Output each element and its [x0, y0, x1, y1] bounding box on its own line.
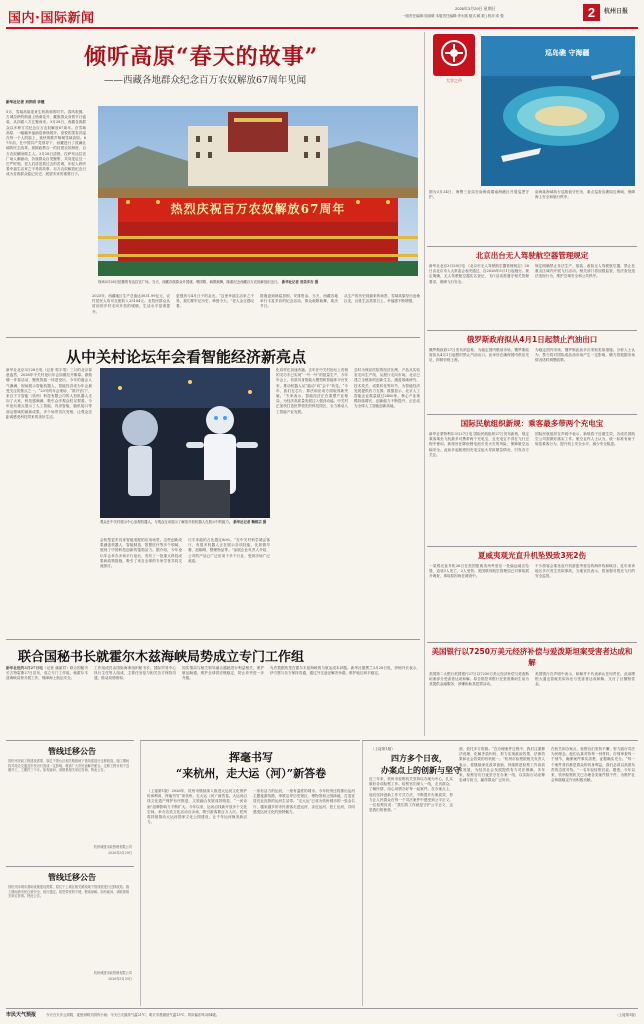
- sidebar-article-5-col1: 美国第二大银行美国银行27日以7250万美元经济补偿与爱泼斯坦案部分受害者达成和解。原告指控该银行在爱泼斯坦生前为其提供金融服务，涉嫌协助其犯罪活动。: [429, 672, 529, 687]
- page-number: 2: [583, 4, 600, 21]
- calligraphy-story: [140, 740, 360, 1006]
- sidebar-article-5-col2: 美国银行在声明中表示，和解并不代表承认任何责任。此前摩根大通也曾就类似诉讼与受害者达成和解，支付了巨额赔偿金。: [535, 672, 635, 687]
- sidebar-article-4-col2: 不少游客会乘坐直升机游览考爱岛的海岸线和峡谷，近年来该地区多次发生类似事故。当地官员表示，将加强对观光飞行的安全监管。: [535, 564, 635, 579]
- reef-illustration: [481, 36, 635, 186]
- footer-weather-note: 今天白天多云到阴，夜里到明天阴有小雨；今天白天最高气温21℃，明天早晨最低气温13℃；风向偏东风3到4级。: [46, 1013, 220, 1017]
- un-body-col2: 工作组成员由国际海事组织秘书长，国际贸易中心执行主任等人组成，主要任务是与相关各方保持沟通，推动局势缓和。: [94, 666, 176, 681]
- robot-exhibit-illustration: [100, 368, 270, 518]
- un-title: 联合国秘书长就霍尔木兹海峡局势成立专门工作组: [18, 650, 305, 665]
- fourfold-body-col1: 近三年来，杭州市检察机关坚持以办案为中心，扎实做好各项检察工作。检察官们深入一线，走访群众，了解民情，用心用情办好每一起案件。在办案点上，他们坚持创新工作方式方法，不断提升办案质效，努力让人民群众在每一个司法案件中感受到公平正义。一位检察官说：“我们的工作就是守护公平正义，这是我们的使命。”: [369, 777, 453, 813]
- lead-body-col2: 2025年，西藏地区生产总值达3031.99亿元，农村居民人均可支配收入25184元。农牧民群众从封闭的乡村走向开放的城镇，生活水平显著提升。: [92, 294, 170, 314]
- calligraphy-title-1: 挥毫书写: [229, 751, 273, 764]
- emblem-icon: [433, 34, 475, 76]
- ad-2-footer: 杭州城建市政管理有限公司: [93, 971, 132, 975]
- un-dateline: 新华社纽约3月27日电: [6, 666, 43, 670]
- sidebar-article-4-col1: 一架观光直升机26日在美国夏威夷州考爱岛一处偏远地区坠毁，造成3人死亡、2人受伤。美国联邦航空管理局已对事故展开调查，事故原因尚在调查中。: [429, 564, 529, 579]
- fourfold-story: [362, 740, 638, 1006]
- sidebar-rule-4: [427, 546, 637, 547]
- header-editors: 一版责任编辑:吴晓晴 本版责任编辑:李永刚 版式:顾 数 | 校对:邓 强: [402, 14, 504, 18]
- masthead: [0, 0, 644, 28]
- emblem-text: 大学之声: [446, 78, 462, 83]
- un-body-col1: 新华社纽约3月27日电（记者 潘丽君）联合国秘书长古特雷斯27日宣布，成立专门工作组，就霍尔木兹海峡局势开展工作，保障海上航运安全。: [6, 666, 88, 681]
- fourfold-label: （上接第1版）: [371, 747, 395, 751]
- lead-body-col3: 更强劲与4月日子的金光。“这里幸福生活来之不易，我们要牢记历史，珍惜今天。”老人金言感叹着。: [176, 294, 254, 309]
- lead-story: [6, 32, 420, 336]
- sidebar-article-2-col2: 为稳定国内市场，俄罗斯此前多次采取类似措施。分析人士认为，禁令将对国际成品油市场产生一定影响，俄方将根据市场情况适时调整政策。: [535, 348, 635, 363]
- sidebar-photo: [481, 36, 635, 186]
- forum-body-col5: 总时为保存医院的经济比例，产品从实验室走向生产线，从展厅走向市场。北京已建立全链条的创新生态，涵盖基础研究、技术攻关、成果转化等环节，为智能经济发展提供有力支撑。数据显示，北京人工智能企业数量超过2400家，核心产业规模持续增长，创新能力不断提升，正在成为全球人工智能创新高地。: [354, 368, 420, 409]
- lead-title: 倾听高原“春天的故事”: [84, 44, 319, 70]
- lead-caption-text: 现场3月28日拍摄的布达拉宫广场。当天，西藏各族群众升国旗、唱国歌、载歌载舞，隆重纪念西藏百万农奴解放纪念日。: [98, 280, 281, 284]
- footer: [6, 1010, 638, 1022]
- sidebar-article-5-title: 美国银行以7250万美元经济补偿与爱泼斯坦案受害者达成和解: [431, 647, 633, 667]
- forum-caption-credit: 新华社记者 鞠焕宗 摄: [233, 520, 267, 524]
- potala-square-illustration: [98, 106, 418, 276]
- section-title: 国内·国际新闻: [8, 11, 95, 26]
- un-story: [6, 642, 420, 736]
- sidebar-rule-2: [427, 330, 637, 331]
- paper-name: 杭州日报: [604, 8, 629, 15]
- forum-body-col4: 化同样在加速奔跑。去年在中关村论坛上亮相的灵巧手已实现“一号一号”的批量生产，今年年会上，首款具身智能大模型和智能体平台发布，推动机器人从“能动”向“会干”转变。“今年，我们在芯片、算法和应用方面取得新突破。”专家表示，智能经济正在重塑产业格局，为经济高质量发展注入强劲动能。中关村正加快打造世界领先的科技园区，全力推动人工智能产业发展。: [276, 368, 348, 414]
- header-date: 2026年3月29日 星期日: [455, 6, 496, 11]
- ad-2-title: 管线迁移公告: [48, 872, 96, 882]
- fourfold-title-2: 办案点上的创新与坚守: [381, 765, 461, 775]
- sidebar-photo-body: 南海某海域执行巡航值守任务，重点巡查岛礁周边海域，保障海上安全和航行秩序。: [535, 190, 635, 200]
- forum-photo: [100, 368, 270, 518]
- sidebar-article-2-title: 俄罗斯政府拟从4月1日起禁止汽油出口: [466, 335, 598, 344]
- lead-caption-credit: 新华社记者 晋美多吉 摄: [281, 280, 319, 284]
- fourfold-body-col2: 面、依托多方资源。“在办理案件过程中，我们注重释法说理，化解矛盾纠纷，努力实现政治效果、法律效果和社会效果的有机统一。”杭州市检察院相关负责人表示，将继续深化改革创新，持续推进检察工作高质量发展，为经济社会发展提供有力司法保障。多年来，检察官们日夜坚守在办案一线，以实际行动诠释忠诚与担当，赢得群众广泛好评。: [459, 747, 545, 783]
- ad-2-date: 2026年3月29日: [108, 977, 132, 981]
- forum-body-col2: 会机型更多具身智能适配的应用场景。这些创新成果涵盖机器人、智能制造、智慧医疗等多个领域，展现了中国科技创新的蓬勃活力。据介绍，今年论坛年会举办多场平行论坛，发布了一批重大科技成果和政策措施，吸引了来自全球的专家学者共同交流探讨。: [100, 538, 182, 569]
- lead-bottom-rule: [6, 337, 420, 338]
- sidebar-article-3-col1: 新华社蒙特利尔3月27日电 国际民航组织27日发布新规，规定乘客乘坐飞机最多可携带两个充电宝，且充电宝不得在飞行过程中使用。新规旨在降低锂电池引发火灾的风险，保障航空运输安全。此前多起航班因充电宝起火导致紧急情况，引发各方关注。: [429, 432, 529, 457]
- sidebar-rule-1: [427, 246, 637, 247]
- footer-continued: （上接第1版）: [615, 1013, 638, 1017]
- sidebar-article-2-col1: 俄罗斯政府27日发布消息称，为稳定国内燃油市场，俄罗斯政府拟从4月1日起暂时禁止汽油出口。此举旨在确保国内供应充足，抑制价格上涨。: [429, 348, 529, 363]
- forum-body-col1: 新华社北京3月28日电（记者 郭宇靖）三月的北京春意盎然，2026年中关村论坛年会如期拉开帷幕。做做哪一伴春活动，聚焦智能一体进论坛，今年的盛会人气满满，现场展示智能机器人，智能经济成为年会最受关注的焦点之一。“23号的年会现场，“推开宫门”，来自于宇智能（杭州）科技有限公司的人形机器人走向了大家，科技感满满，吸引众多观众驻足观看。今年论坛重点展示了人工智能、具身智能、脑机接口等前沿领域的最新成果，多个场景首次亮相，让观众近距离感受科技带来的美好生活。: [6, 368, 92, 419]
- lead-byline: 新华社记者 刘洪明 李键: [6, 100, 45, 104]
- fourfold-title-1: 四方多个日夜，: [391, 753, 447, 763]
- sidebar-article-1-title: 北京出台无人驾驶航空器管理规定: [475, 251, 589, 260]
- forum-body-col3: 巧手非能的占比超过80%。“在中关村科学城会客厅，有很多机器人正在展示各项技能，比如做早餐、泡咖啡、整理物品等。”参展企业负责人介绍，公司的产品已广泛应用于多个行业，受到市场广泛欢迎。: [188, 538, 270, 563]
- ad-2-body: 因杭州市城市基础设施建设需要，原位于上城区相关路段地下管线需进行迁移改造。施工期间请市民注意安全，绕行通过。给您带来的不便，敬请谅解。如有疑问，请联系相关单位咨询。特此公告。: [8, 885, 130, 899]
- ad-1-date: 2026年3月29日: [108, 851, 132, 855]
- sidebar-rule-5: [427, 642, 637, 643]
- ad-notice-1: [6, 740, 134, 864]
- sidebar-photo-title: 巡岛礁 守海疆: [545, 48, 590, 57]
- emblem: [433, 34, 475, 84]
- sidebar-rule-3: [427, 414, 637, 415]
- calligraphy-body-col2: 一条有活力的运河，一座有温度的城市。今年杭州还将推出运河主题夜游线路，串联沿岸历史街区、博物馆和公园绿地，打造宜居宜业宜游的运河生活带。“走大运”已成为杭州城市的一张金名片，越来越多的市民游客走进运河、亲近运河、爱上运河，共同感受运河文化的独特魅力。: [253, 789, 355, 814]
- forum-caption-text: 观众在中关村展示中心参观机器人，与观众互动展示了解放开放机器人在展示中的能力。: [100, 520, 233, 524]
- sidebar-article-3-col2: 国际民航组织在声明中表示，新规将于近期生效，各成员国航空公司需做好落实工作。航空业内人士认为，统一标准有助于规范乘客行为，提升机上安全水平，减少安全隐患。: [535, 432, 635, 447]
- lead-body-col4: 措施盘到就寝加固，安排资金。当天，西藏各地举行丰富多彩的纪念活动，群众载歌载舞，欢庆节日。: [260, 294, 338, 309]
- footer-weather-label: 市民天气预报: [6, 1012, 37, 1018]
- sidebar: [424, 32, 638, 736]
- sidebar-article-4-title: 夏威夷观光直升机坠毁致3死2伤: [478, 551, 586, 560]
- forum-photo-caption: [100, 520, 270, 525]
- lead-body-col5: 从生产的历史视频来的场景，雪域高原经历沧桑巨变，百姓生活蒸蒸日上，幸福感不断增强。: [344, 294, 420, 304]
- un-body-col3: 知实情局与相关领导融合器就进行利益相关，保护航运畅通，维护全球供应链稳定，防止冲突进一步升级。: [182, 666, 264, 681]
- sidebar-article-1-col1: 新华社北京3月28日电 《北京市无人驾驶航空器管理规定》28日由北京市人大常委会表决通过，自2026年5月1日起施行。规定明确，无人驾驶航空器实名登记，飞行活动需遵守相关管理要求，保障飞行安全。: [429, 264, 529, 284]
- forum-bottom-rule: [6, 639, 420, 640]
- forum-story: [6, 340, 420, 638]
- lead-photo: [98, 106, 418, 276]
- ad-1-footer: 杭州城建市政管理有限公司: [93, 845, 132, 849]
- sidebar-article-1-col2: 规定明确禁止非法生产、组装、改装无人驾驶航空器，禁止在重点区域内开展飞行活动。相关部门将加强监管，依法查处违法违规行为，维护空域安全和公共秩序。: [535, 264, 635, 279]
- ad-notice-2: [6, 866, 134, 1006]
- ad-1-title: 管线迁移公告: [48, 746, 96, 756]
- footer-rule: [6, 1008, 638, 1009]
- ad-1-body: 因杭州市政工程建设需要，原位于萧山区相关路段地下管线需进行迁移改造。施工期间将对周边交通及市民出行造成一定影响，敬请广大市民谅解并配合。迁移工程计划于近期开工，工期约三个月。如有疑问，请联系相关单位咨询。特此公告。: [8, 759, 130, 773]
- calligraphy-body-col1: （上接第1版）2026年，杭州市继续深入推进大运河文化保护传承利用，挥毫书写“来杭州，走大运（河）”新答卷。大运河沿线文化遗产保护有序推进，文旅融合发展成效明显，“一河诗画”品牌影响力不断扩大。今年以来，运河沿线新开放多个文化空间，举办各类文化活动百余场，吸引游客数百万人次。杭州将持续推动大运河国家文化公园建设，让千年运河焕发新活力。: [147, 789, 247, 825]
- sidebar-photo-caption: 图为3月24日，海警三亚局在南海高端南海礁区开展巡逻守护。: [429, 190, 529, 200]
- un-body-col4: 允许数据传签在霍尔木兹海峡的与航运成本问题。新华社德黑兰3月28日电，伊朗外长表示，伊方愿与各方保持沟通，通过外交途径解决争端，维护地区和平稳定。: [270, 666, 420, 676]
- lead-photo-caption: [98, 280, 418, 285]
- lead-subtitle: ——西藏各地群众纪念百万农奴解放67周年见闻: [104, 75, 307, 86]
- lead-photo-banner: 热烈庆祝百万农奴解放67周年: [170, 202, 346, 216]
- lead-body-col1: 5月，雪域高原迎来生机勃勃的时节。春风吹拂，古城拉萨的街道上格桑花开，藏族群众身着节日盛装，从四面八方汇聚而来。3月28日，西藏各族群众以多种方式纪念百万农奴解放67周年。在雪域高原，一幅幅幸福画卷徐徐展开。喜悦的笑容洋溢在每一个人的脸上，欢快的歌声响彻雪域高原。67年前，在中国共产党领导下，西藏进行了波澜壮阔的民主改革，废除政教合一的封建农奴制度，百万农奴翻身做主人。3月28日清晨，拉萨布达拉宫广场人潮涌动，各族群众自发聚集，共同见证这一庄严时刻。老人们讲述着过去的苦难，年轻人聆听着幸福生活来之不易的故事，百万农奴解放纪念日成为各族群众铭记历史、展望未来的重要日子。: [6, 110, 86, 177]
- sidebar-article-3-title: 国际民航组织新规：乘客最多带两个充电宝: [460, 419, 604, 428]
- forum-title: 从中关村论坛年会看智能经济新亮点: [66, 348, 307, 366]
- calligraphy-title-2: “来杭州，走大运（河）”新答卷: [175, 767, 327, 780]
- masthead-rule: [6, 27, 638, 29]
- fourfold-body-col3: 在机关和办案点，检察官们坚持不懈，努力践行司法为民理念。他们认真对待每一份材料，仔细审查每一个细节，确保案件事实清楚、证据确实充分。“每一个案件背后都是群众的切身利益，我们必须以高度负责的态度对待。”一名年轻检察官说。据悉，今年以来，杭州检察机关已办理各类案件数千件，为维护社会和谐稳定作出积极贡献。: [551, 747, 635, 783]
